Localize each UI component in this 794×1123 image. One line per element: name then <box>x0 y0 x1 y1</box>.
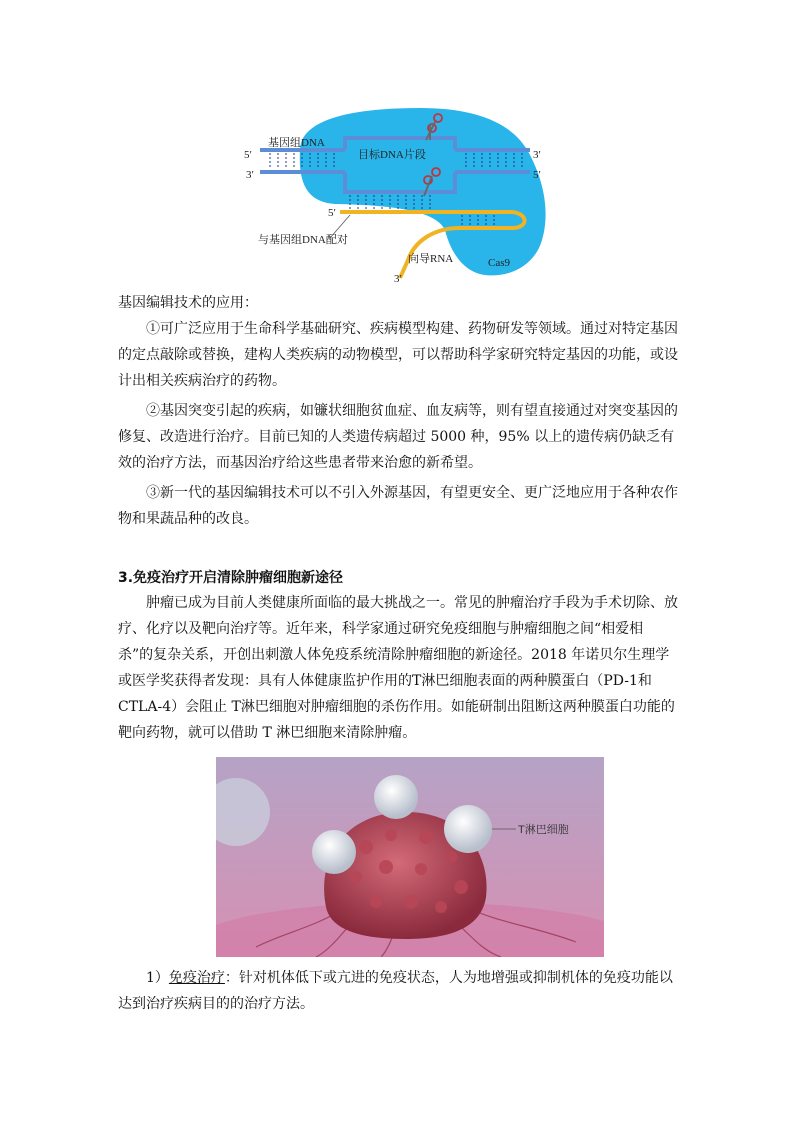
applications-title: 基因编辑技术的应用： <box>118 295 258 311</box>
t-cell <box>312 830 356 874</box>
application-item-1: ①可广泛应用于生命科学基础研究、疾病模型构建、药物研发等领域。通过对特定基因的定点敲除或替换，建构人类疾病的动物模型，可以帮助科学家研究特定基因的功能，或设计出相关疾病治疗的药物。 <box>118 321 678 389</box>
t-cell <box>374 775 418 819</box>
crispr-diagram <box>230 100 560 290</box>
definition-prefix: 1） <box>146 970 169 986</box>
tumor-t-cell-illustration <box>216 757 604 957</box>
definition-text: ：针对机体低下或亢进的免疫状态，人为地增强或抑制机体的免疫功能以达到治疗疾病目的的治疗方法。 <box>118 970 673 1012</box>
label-cas9: Cas9 <box>488 257 510 269</box>
definition-paragraph <box>118 965 678 1017</box>
application-item-2: ②基因突变引起的疾病，如镰状细胞贫血症、血友病等，则有望直接通过对突变基因的修复、改造进行治疗。目前已知的人类遗传病超过 5000 种，95% 以上的遗传病仍缺乏有效的治疗方法，而基因治疗给这些患者带来治愈的新希望。 <box>118 403 678 471</box>
end-label: 3′ <box>394 273 402 285</box>
label-genomic-dna: 基因组DNA <box>268 137 325 149</box>
end-label: 3′ <box>246 169 254 181</box>
definition-term: 免疫治疗 <box>168 970 225 986</box>
end-label: 3′ <box>533 149 541 161</box>
label-target-dna: 目标DNA片段 <box>358 149 426 161</box>
section-heading: 3.免疫治疗开启清除肿瘤细胞新途径 <box>118 570 344 586</box>
label-guide-rna: 向导RNA <box>408 253 454 265</box>
section-paragraph: 肿瘤已成为目前人类健康所面临的最大挑战之一。常见的肿瘤治疗手段为手术切除、放疗、化疗以及靶向治疗等。近年来，科学家通过研究免疫细胞与肿瘤细胞之间“相爱相杀”的复杂关系，开创出刺激人体免疫系统清除肿瘤细胞的新途径。2018 年诺贝尔生理学或医学奖获得者发现：具有人体健康监护作用的T淋巴细胞表面的两种膜蛋白（PD-1和 CTLA-4）会阻止 T淋巴细胞对肿瘤细胞的杀伤作用。如能研制出阻断这两种膜蛋白功能的靶向药物，就可以借助 T 淋巴细胞来清除肿瘤。 <box>118 595 678 741</box>
end-label: 5′ <box>244 149 252 161</box>
application-item-3: ③新一代的基因编辑技术可以不引入外源基因，有望更安全、更广泛地应用于各种农作物和果蔬品种的改良。 <box>118 485 678 527</box>
t-cell <box>444 805 492 853</box>
end-label: 5′ <box>533 169 541 181</box>
t-cell-label: T淋巴细胞 <box>518 824 569 836</box>
end-label: 5′ <box>328 207 336 219</box>
label-pair-with-genome: 与基因组DNA配对 <box>258 234 348 246</box>
